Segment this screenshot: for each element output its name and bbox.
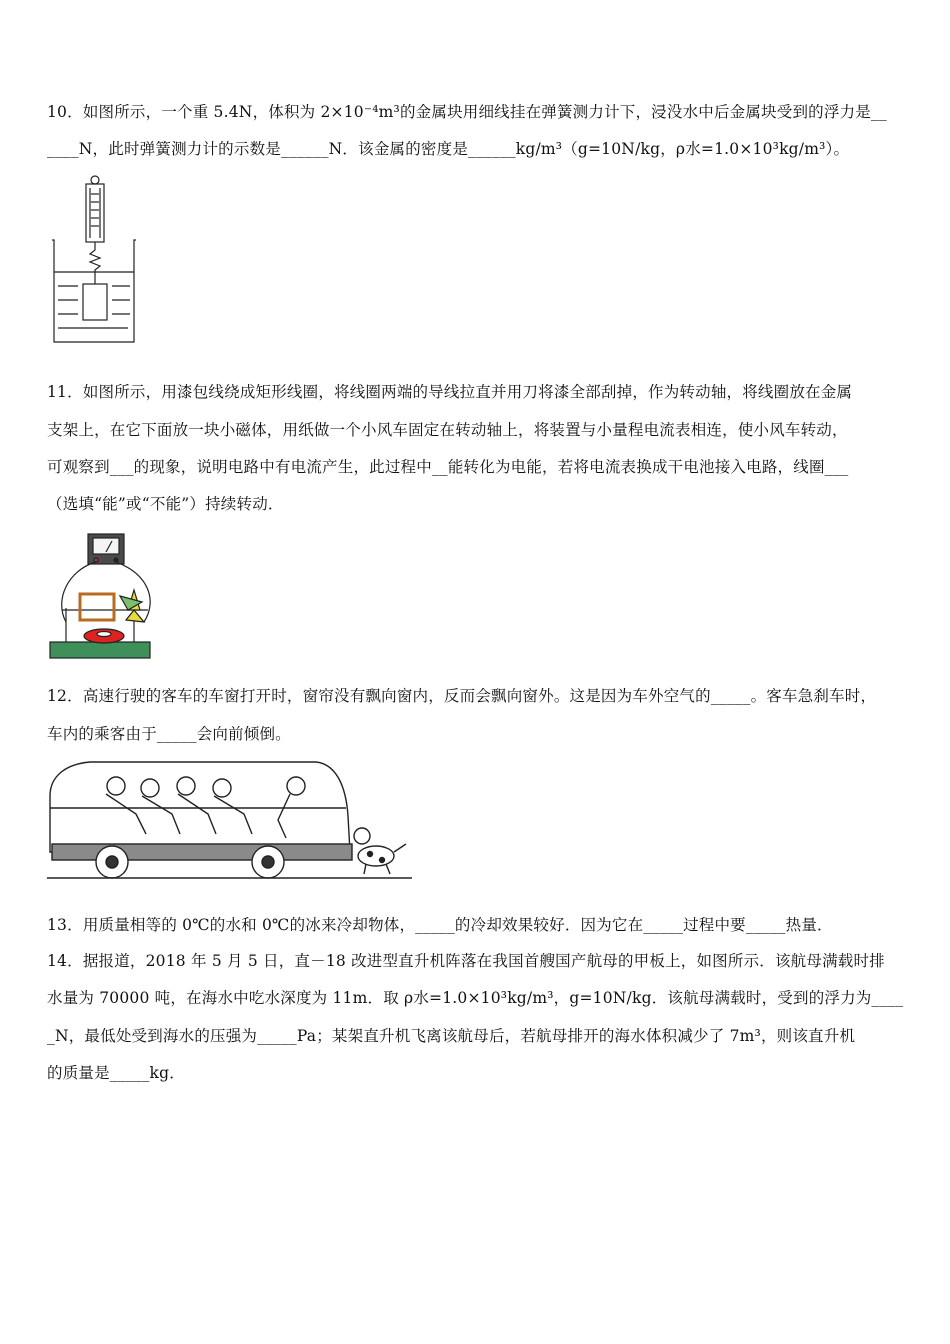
question-11-line-4: （选填“能”或“不能”）持续转动． — [47, 495, 284, 513]
question-10-line-1: 10．如图所示，一个重 5.4N，体积为 2×10⁻⁴m³的金属块用细线挂在弹簧测力计下，浸没水中后金属块受到的浮力是__ — [47, 103, 887, 121]
bus-braking-dog-figure — [46, 756, 414, 884]
question-11-line-1: 11．如图所示，用漆包线绕成矩形线圈，将线圈两端的导线拉直并用刀将漆全部刮掉，作为转动轴，将线圈放在金属 — [47, 383, 853, 401]
question-12-line-1: 12．高速行驶的客车的车窗打开时，窗帘没有飘向窗内，反而会飘向窗外。这是因为车外空气的_____。客车急刹车时， — [47, 687, 877, 705]
question-14-line-2: 水量为 70000 吨，在海水中吃水深度为 11m．取 ρ水=1.0×10³kg/m³，g=10N/kg．该航母满载时，受到的浮力为____ — [47, 989, 904, 1007]
spring-balance-beaker-figure — [50, 174, 140, 346]
question-14-line-4: 的质量是_____kg． — [47, 1064, 185, 1082]
coil-windmill-ammeter-figure — [48, 530, 160, 664]
question-11-line-2: 支架上，在它下面放一块小磁体，用纸做一个小风车固定在转动轴上，将装置与小量程电流表相连，使小风车转动， — [47, 421, 848, 439]
question-11-line-3: 可观察到___的现象，说明电路中有电流产生，此过程中__能转化为电能，若将电流表换成干电池接入电路，线圈___ — [47, 458, 849, 476]
question-14-line-3: _N，最低处受到海水的压强为_____Pa；某架直升机飞离该航母后，若航母排开的海水体积减少了 7m³，则该直升机 — [47, 1027, 856, 1045]
question-12-line-2: 车内的乘客由于_____会向前倾倒。 — [47, 725, 291, 743]
question-10-line-2: ____N，此时弹簧测力计的示数是______N．该金属的密度是______kg/m³（g=10N/kg，ρ水=1.0×10³kg/m³）。 — [47, 140, 850, 158]
question-14-line-1: 14．据报道，2018 年 5 月 5 日，直－18 改进型直升机阵落在我国首艘国产航母的甲板上，如图所示．该航母满载时排 — [47, 952, 885, 970]
question-13-line-1: 13．用质量相等的 0℃的水和 0℃的冰来冷却物体，_____的冷却效果较好．因为它在_____过程中要_____热量． — [47, 916, 833, 934]
